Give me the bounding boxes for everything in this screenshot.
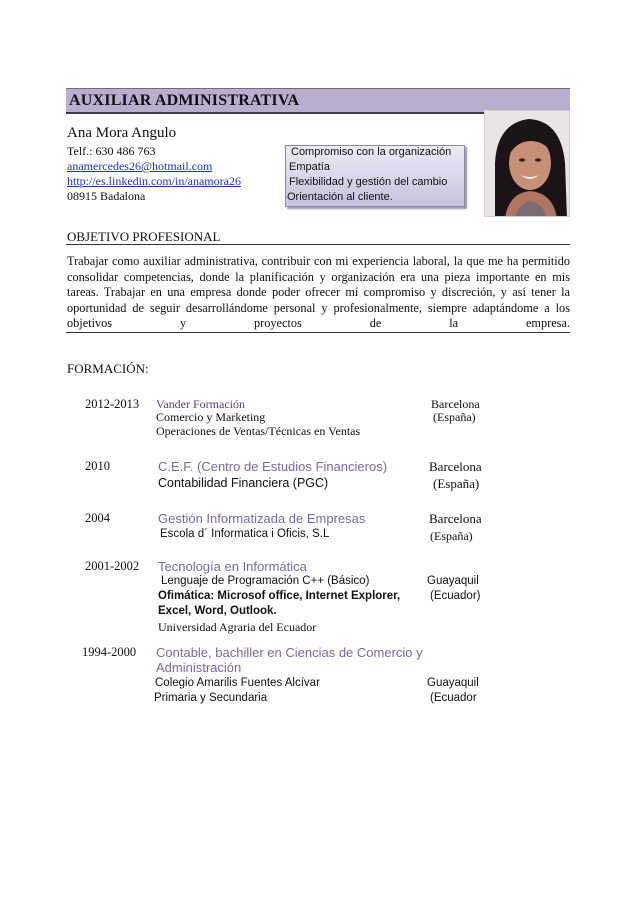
education-years: 2001-2002 bbox=[85, 559, 140, 573]
education-heading: FORMACIÓN: bbox=[67, 361, 149, 376]
education-title: Tecnología en Informática bbox=[158, 559, 307, 574]
education-country: (Ecuador bbox=[430, 692, 477, 704]
education-title: Gestión Informatizada de Empresas bbox=[158, 511, 366, 526]
skill-item: Compromiso con la organización bbox=[291, 146, 452, 158]
education-city: Guayaquil bbox=[427, 575, 479, 587]
education-detail: Ofimática: Microsof office, Internet Explorer, bbox=[158, 590, 401, 602]
objective-text: Trabajar como auxiliar administrativa, contribuir con mi experiencia laboral, la que me ha permitido consolidar competencias, donde la planificación y organización era una pieza importante en mis tareas. Trabajar en una empresa donde poder ofrecer mí compromiso y discreción, y así tener la oportunidad de seguir desarrollándome personal y profesionalmente, siempre adaptándome a los objetivos y proyectos de la empresa. bbox=[67, 254, 570, 330]
email-link[interactable]: anamercedes26@hotmail.com bbox=[67, 159, 213, 173]
skills-box bbox=[285, 145, 465, 207]
education-years: 2012-2013 bbox=[85, 397, 140, 411]
resume-title: AUXILIAR ADMINISTRATIVA bbox=[66, 88, 570, 114]
skill-item: Flexibilidad y gestión del cambio bbox=[289, 176, 448, 188]
skill-item: Empatía bbox=[289, 161, 330, 173]
education-detail: Colegio Amarilis Fuentes Alcívar bbox=[155, 677, 320, 689]
education-detail: Operaciones de Ventas/Técnicas en Ventas bbox=[156, 424, 361, 438]
education-years: 1994-2000 bbox=[82, 645, 137, 659]
education-title: C.E.F. (Centro de Estudios Financieros) bbox=[158, 459, 388, 474]
phone-text: Telf.: 630 486 763 bbox=[67, 144, 156, 158]
education-city: Barcelona bbox=[429, 459, 482, 474]
education-title: Contable, bachiller en Ciencias de Comercio y bbox=[156, 645, 423, 660]
education-detail: Excel, Word, Outlook. bbox=[158, 605, 277, 617]
education-city: Guayaquil bbox=[427, 677, 479, 689]
education-years: 2010 bbox=[85, 459, 110, 473]
profile-photo bbox=[484, 110, 570, 217]
education-detail: Comercio y Marketing bbox=[156, 410, 266, 424]
education-country: (España) bbox=[430, 529, 473, 543]
education-detail: Contabilidad Financiera (PGC) bbox=[158, 476, 329, 490]
education-detail: Escola d´ Informatica i Oficis, S.L bbox=[160, 528, 330, 540]
education-detail: Primaria y Secundaria bbox=[154, 692, 268, 704]
education-detail: Lenguaje de Programación C++ (Básico) bbox=[161, 575, 370, 587]
education-country: (Ecuador) bbox=[430, 590, 481, 602]
education-country: (España) bbox=[433, 476, 480, 491]
portrait-image bbox=[485, 111, 570, 217]
education-country: (España) bbox=[433, 410, 476, 424]
education-detail: Universidad Agraria del Ecuador bbox=[158, 620, 317, 634]
education-title-continued: Administración bbox=[156, 660, 242, 675]
education-city: Barcelona bbox=[431, 397, 480, 411]
education-years: 2004 bbox=[85, 511, 110, 525]
education-title: Vander Formación bbox=[156, 397, 245, 411]
objective-bottom-divider bbox=[66, 332, 570, 333]
objective-heading: OBJETIVO PROFESIONAL bbox=[67, 229, 221, 244]
skill-item: Orientación al cliente. bbox=[287, 191, 393, 203]
candidate-name: Ana Mora Angulo bbox=[67, 125, 177, 141]
education-city: Barcelona bbox=[429, 511, 482, 526]
objective-divider bbox=[66, 244, 570, 245]
city-text: 08915 Badalona bbox=[67, 189, 146, 203]
linkedin-link[interactable]: http://es.linkedin.com/in/anamora26 bbox=[67, 174, 241, 188]
